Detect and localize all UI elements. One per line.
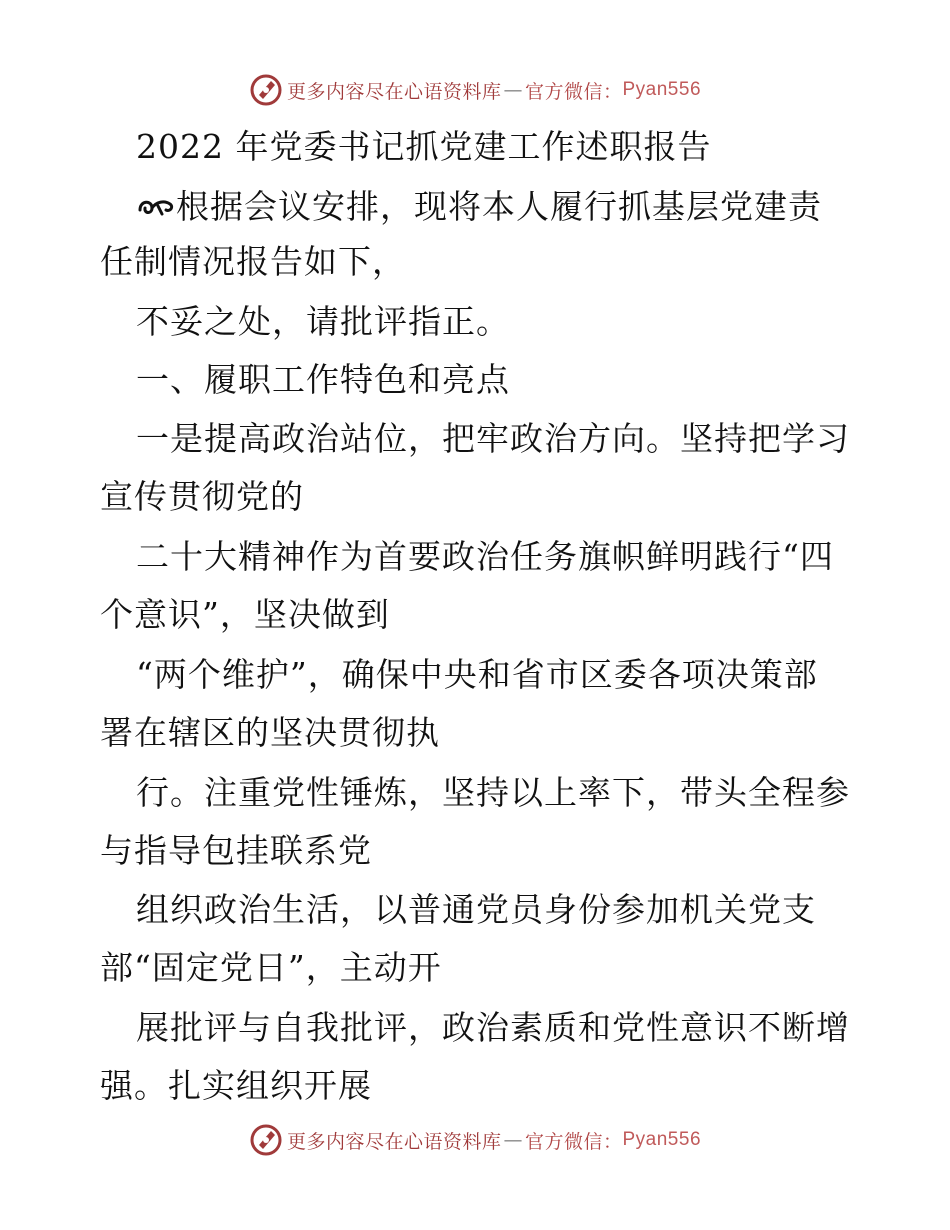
paragraph-line-8: 个意识”，坚决做到 (100, 595, 390, 634)
footer-watermark-banner (0, 1120, 950, 1160)
paragraph-line-9: “两个维护”，确保中央和省市区委各项决策部 (136, 655, 818, 694)
paragraph-line-6: 宣传贯彻党的 (100, 477, 304, 516)
paragraph-line-5: 一是提高政治站位，把牢政治方向。坚持把学习 (136, 419, 850, 458)
banner-separator: — (503, 1129, 523, 1151)
line-text: 根据会议安排，现将本人履行抓基层党建责 (176, 187, 822, 226)
header-watermark-banner (0, 70, 950, 110)
paragraph-line-12: 与指导包挂联系党 (100, 831, 372, 870)
banner-site-text: 更多内容尽在心语资料库 (286, 80, 502, 103)
paragraph-line-11: 行。注重党性锤炼，坚持以上率下，带头全程参 (136, 773, 850, 812)
banner-wechat-label: 官方微信： (524, 80, 623, 103)
banner-wechat-id: Pyan556 (622, 79, 702, 100)
paragraph-line-13: 组织政治生活，以普通党员身份参加机关党支 (136, 890, 816, 929)
seal-logo-icon (249, 1123, 283, 1157)
seal-logo-icon (249, 73, 283, 107)
paragraph-line-2: 任制情况报告如下， (100, 242, 406, 281)
banner-separator: — (503, 79, 523, 101)
section-heading: 一、履职工作特色和亮点 (136, 360, 510, 399)
banner-site-text: 更多内容尽在心语资料库 (286, 1130, 502, 1153)
paragraph-line-14: 部“固定党日”，主动开 (100, 948, 442, 987)
paragraph-line-16: 强。扎实组织开展 (100, 1066, 372, 1105)
paragraph-line-15: 展批评与自我批评，政治素质和党性意识不断增 (136, 1008, 850, 1047)
paragraph-line-3: 不妥之处，请批评指正。 (136, 302, 510, 341)
paragraph-line-7: 二十大精神作为首要政治任务旗帜鲜明践行“四 (136, 537, 834, 576)
banner-wechat-id: Pyan556 (622, 1129, 702, 1150)
flourish-ornament-icon (136, 192, 176, 220)
paragraph-line-1 (136, 187, 916, 227)
paragraph-line-10: 署在辖区的坚决贯彻执 (100, 713, 440, 752)
document-title: 2022 年党委书记抓党建工作述职报告 (136, 127, 712, 166)
banner-wechat-label: 官方微信： (524, 1130, 623, 1153)
